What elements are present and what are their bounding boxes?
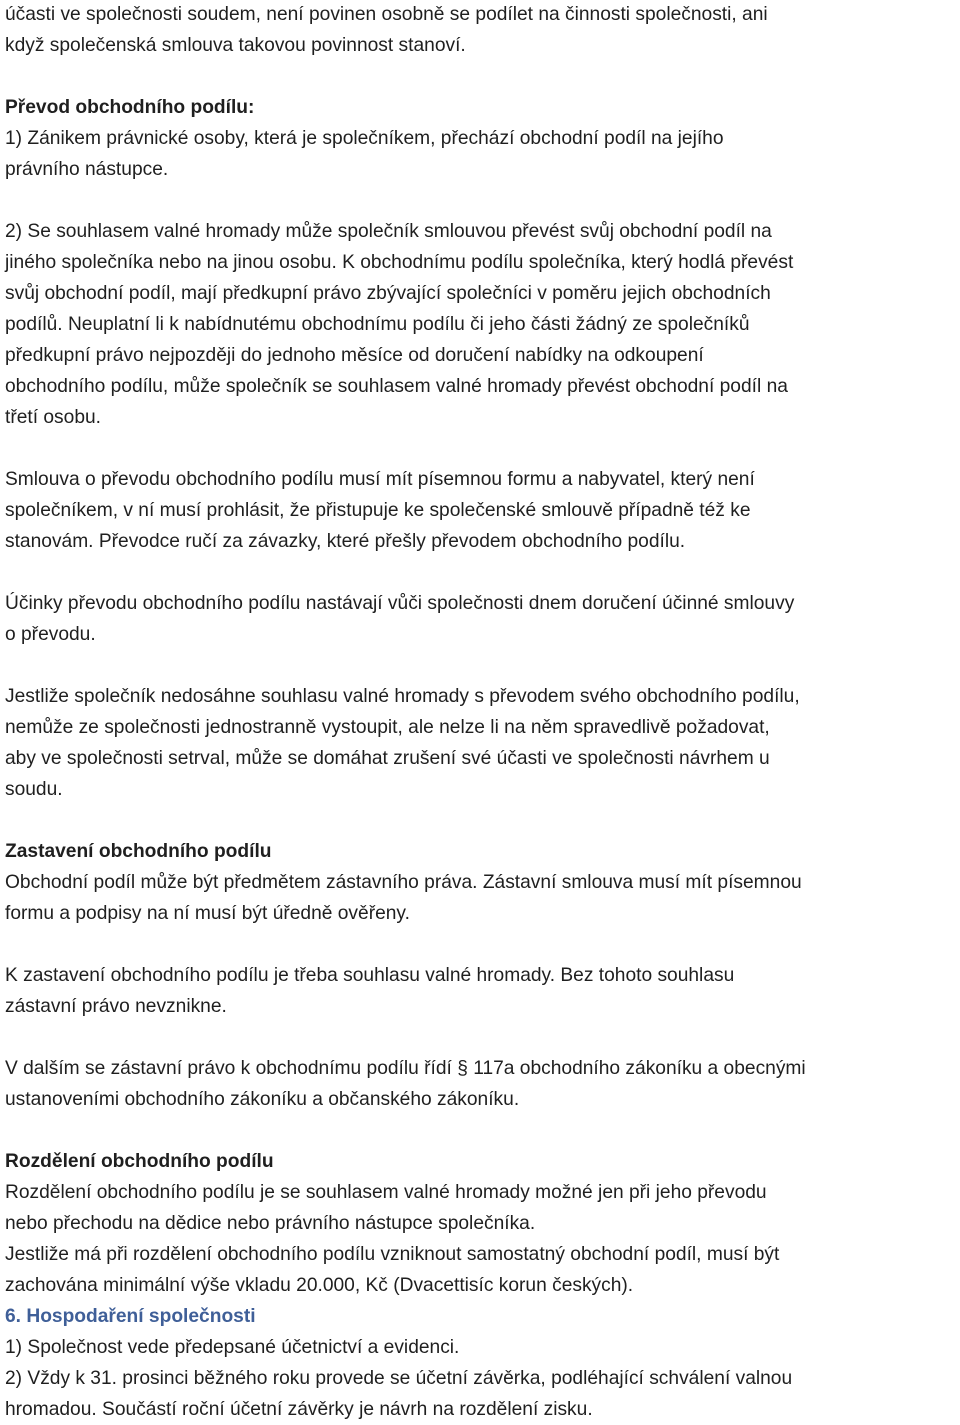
text-line: třetí osobu. [5,407,101,428]
paragraph-gap [5,650,957,681]
text-line: Smlouva o převodu obchodního podílu musí mít písemnou formu a nabyvatel, který není [5,469,755,490]
text-line: účasti ve společnosti soudem, není povinen osobně se podílet na činnosti společnosti, ani [5,4,768,25]
text-line: zachována minimální výše vkladu 20.000, Kč (Dvacettisíc korun českých). [5,1275,634,1296]
text-line: V dalším se zástavní právo k obchodnímu podílu řídí § 117a obchodního zákoníku a obecnými [5,1058,806,1079]
text-line: Účinky převodu obchodního podílu nastávají vůči společnosti dnem doručení účinné smlouvy [5,593,795,614]
document-page [5,0,957,1425]
management-section [5,1301,957,1425]
text-line: jiného společníka nebo na jinou osobu. K obchodnímu podílu společníka, který hodlá převést [5,252,794,273]
text-line: nebo přechodu na dědice nebo právního nástupce společníka. [5,1213,536,1234]
paragraph-gap [5,805,957,836]
text-line: Obchodní podíl může být předmětem zástavního práva. Zástavní smlouva musí mít písemnou [5,872,802,893]
text-line: právního nástupce. [5,159,169,180]
management-heading: 6. Hospodaření společnosti [5,1306,256,1327]
text-line: Jestliže má při rozdělení obchodního podílu vzniknout samostatný obchodní podíl, musí být [5,1244,780,1265]
text-line: Jestliže společník nedosáhne souhlasu valné hromady s převodem svého obchodního podílu, [5,686,800,707]
text-line: předkupní právo nejpozději do jednoho měsíce od doručení nabídky na odkoupení [5,345,704,366]
paragraph-gap [5,557,957,588]
paragraph-gap [5,433,957,464]
paragraph-gap [5,1115,957,1146]
text-line: podílů. Neuplatní li k nabídnutému obchodnímu podílu či jeho části žádný ze společníků [5,314,750,335]
transfer-heading: Převod obchodního podílu: [5,97,255,118]
text-line: o převodu. [5,624,96,645]
text-line: když společenská smlouva takovou povinnost stanoví. [5,35,466,56]
text-line: Rozdělení obchodního podílu je se souhlasem valné hromady možné jen při jeho převodu [5,1182,767,1203]
text-line: obchodního podílu, může společník se souhlasem valné hromady převést obchodní podíl na [5,376,788,397]
paragraph-gap [5,1022,957,1053]
text-line: formu a podpisy na ní musí být úředně ověřeny. [5,903,410,924]
text-line: aby ve společnosti setrval, může se domáhat zrušení své účasti ve společnosti návrhem u [5,748,770,769]
pledge-section [5,836,957,1115]
text-line: 1) Zánikem právnické osoby, která je společníkem, přechází obchodní podíl na jejího [5,128,724,149]
transfer-section [5,92,957,805]
text-line: zástavní právo nevznikne. [5,996,227,1017]
pledge-heading: Zastavení obchodního podílu [5,841,272,862]
text-line: hromadou. Součástí roční účetní závěrky je návrh na rozdělení zisku. [5,1399,593,1420]
division-section [5,1146,957,1301]
text-line: společníkem, v ní musí prohlásit, že přistupuje ke společenské smlouvě případně též ke [5,500,751,521]
division-heading: Rozdělení obchodního podílu [5,1151,274,1172]
text-line: 1) Společnost vede předepsané účetnictví a evidenci. [5,1337,460,1358]
text-line: 2) Se souhlasem valné hromady může společník smlouvou převést svůj obchodní podíl na [5,221,772,242]
text-line: svůj obchodní podíl, mají předkupní právo zbývající společníci v poměru jejich obchodních [5,283,771,304]
paragraph-gap [5,929,957,960]
text-line: soudu. [5,779,63,800]
text-line: nemůže ze společnosti jednostranně vystoupit, ale nelze li na něm spravedlivě požadovat, [5,717,770,738]
paragraph-gap [5,61,957,92]
text-line: 2) Vždy k 31. prosinci běžného roku provede se účetní závěrka, podléhající schválení valnou [5,1368,793,1389]
text-line: stanovám. Převodce ručí za závazky, které přešly převodem obchodního podílu. [5,531,686,552]
paragraph-gap [5,185,957,216]
intro-paragraph [5,0,957,61]
text-line: ustanoveními obchodního zákoníku a občanského zákoníku. [5,1089,520,1110]
text-line: K zastavení obchodního podílu je třeba souhlasu valné hromady. Bez tohoto souhlasu [5,965,735,986]
